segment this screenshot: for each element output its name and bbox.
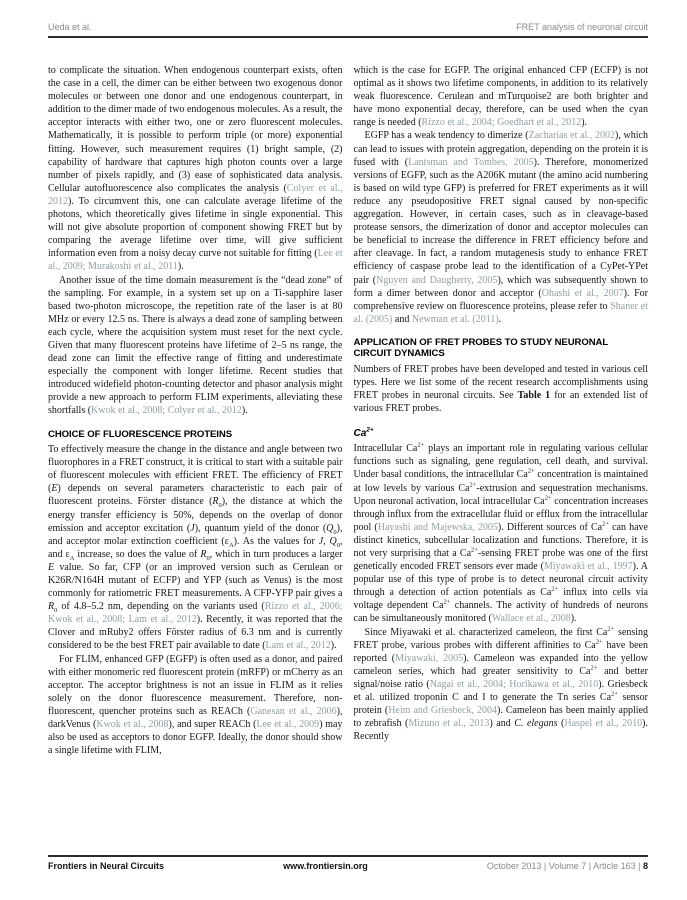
text-run: ), the distance at which the energy transfer efficiency is 50%, depends on the overlap of donor emission and acceptor excitation (	[48, 496, 343, 534]
superscript-text: 2+	[469, 481, 477, 489]
text-run: -extrusion and sequestration mechanisms. Upon neuronal activation, local intracellular Ca	[353, 482, 648, 507]
citation-link[interactable]: Kwok et al., 2008; Colyer et al., 2012	[91, 405, 242, 417]
citation-link[interactable]: Lee et al., 2009	[256, 719, 320, 730]
running-head-title: FRET analysis of neuronal circuit	[516, 22, 648, 32]
text-run: ). Recently	[353, 718, 648, 743]
text-run: influx into cells via voltage dependent Ca	[353, 587, 648, 612]
text-run: ) may also be used as acceptors to donor EGFP. Ideally, the donor should show a single lifetime with FLIM,	[48, 719, 343, 757]
text-run: ), and acceptor molar extinction coefficient (ε	[48, 522, 343, 547]
text-run: of 4.8–5.2 nm, depending on the variants used (	[57, 601, 265, 613]
text-run: for an extended list of various FRET probes.	[353, 390, 648, 415]
citation-link[interactable]: Zacharias et al., 2002	[528, 130, 616, 142]
text-run: , which in turn produces a larger	[209, 548, 343, 560]
citation-link[interactable]: Miyawaki, 2005	[395, 652, 464, 664]
text-run: ) depends on several parameters characteristic to each pair of fluorescent proteins. Förster distance (	[48, 483, 343, 508]
text-run: APPLICATION OF FRET PROBES TO STUDY NEURONAL CIRCUIT DYNAMICS	[353, 336, 608, 360]
superscript-text: 2+	[443, 599, 451, 607]
subscript-text: 0	[206, 554, 210, 562]
text-run: To effectively measure the change in the distance and angle between two fluorophores in a FRET construct, it is critical to start with a suitable pair of fluorescent molecules with efficient FRET. The efficiency of FRET (	[48, 444, 343, 495]
paragraph	[354, 64, 649, 129]
text-run: ). Cameleon was expanded into the yellow cameleon series, which had greater sensitivity to Ca	[353, 652, 648, 677]
superscript-text: 2+	[590, 664, 598, 672]
citation-link[interactable]: Rizzo et al., 2006; Kwok et al., 2008; Lam et al., 2012	[48, 601, 343, 626]
text-run: ), darkVenus (	[48, 705, 343, 730]
text-run: Since Miyawaki et al. characterized cameleon, the first Ca	[364, 626, 608, 638]
section-heading	[48, 429, 343, 441]
citation-link[interactable]: Kwok et al., 2008	[96, 719, 169, 730]
text-run: ).	[570, 613, 577, 625]
citation-link[interactable]: Lee et al., 2009; Murakoshi et al., 2011	[48, 248, 343, 273]
citation-link[interactable]: Nagai et al., 2004; Horikawa et al., 2010	[429, 678, 599, 690]
right-column	[354, 64, 649, 850]
text-run: can have distinct kinetics, subcellular localization and functions. Therefore, it is not very surprising that a Ca	[353, 521, 648, 559]
footer-journal-url[interactable]: www.frontiersin.org	[283, 861, 368, 871]
text-run: R	[48, 601, 55, 613]
text-run: have been reported (	[353, 639, 648, 664]
citation-link[interactable]: Ganesan et al., 2006	[250, 705, 337, 717]
text-run: For FLIM, enhanced GFP (EGFP) is often used as a donor, and paired with either monomeric red fluorescent protein (mRFP) or mCherry as an acceptor. The acceptor brightness is not an issue in FLIM as it relies solely on the donor fluorescence measurement. Therefore, non-fluorescent, quencher proteins such as REACh (	[48, 653, 343, 717]
citation-link[interactable]: Wallace et al., 2008	[491, 613, 571, 625]
superscript-text: 2+	[551, 585, 559, 593]
superscript-text: 2+	[602, 520, 609, 528]
paragraph	[48, 443, 343, 653]
text-run: ). Different sources of Ca	[497, 521, 603, 533]
text-run: E	[48, 561, 55, 573]
text-run: and	[392, 313, 412, 325]
citation-link[interactable]: Shaner et al. (2005)	[353, 300, 648, 325]
superscript-text: 2+	[527, 468, 535, 476]
superscript-text: 2+	[611, 690, 618, 698]
text-run: ), which can lead to issues with protein aggregation, depending on the protein it is fused with (	[353, 130, 648, 168]
text-run: concentration is maintained at low levels by various Ca	[353, 469, 648, 494]
text-run: ). To circumvent this, one can calculate average lifetime of the photons, which theoretically gives lifetime in single exponential. This will not give absolute proportion of component showing FRET but by comparing the average lifetime over time, will give sufficient information even from a noisy decay curve not suitable for fitting (	[48, 195, 343, 260]
text-run: and better signal/noise ratio (	[353, 665, 648, 690]
text-run: ). Recently, it was reported that the Clover and mRuby2 offers Förster radius of 6.3 nm and is currently considered to be the best FRET pair available to date (	[48, 614, 343, 652]
text-run: increase, so does the value of	[74, 548, 201, 560]
paragraph	[354, 626, 649, 744]
footer-rule	[48, 855, 648, 857]
text-run: to complicate the situation. When endogenous counterpart exists, often the case in a cell, the dimer can be either between two exogenous donor molecules or between one donor and one endogenous counterpart, in addition to the dimer made of two endogenous molecules. As a result, the acceptor interacts with either two, one or zero fluorescent molecules. Mathematically, it is possible to perform triple (or more) exponential fitting. However, such measurement requires (1) bright sample, (2) capability of hardware that captures high photon counts over a large number of pixels rapidly, and (3) ease of sophisticated data analysis. Cellular autofluorescence also complicates the analysis (	[48, 65, 343, 194]
text-run: ). Griesbeck et al. utilized troponin C and I to generate the Tn series Ca	[353, 678, 649, 704]
paragraph	[354, 363, 649, 415]
superscript-text: 2+	[417, 441, 425, 449]
text-run: R	[212, 496, 219, 508]
text-run: channels. The activity of hundreds of neurons can be simultaneously monitored (	[353, 600, 648, 625]
superscript-text: 2+	[471, 546, 478, 554]
footer	[48, 861, 648, 871]
running-head	[48, 22, 648, 32]
text-run: concentration increases through influx from the extracellular fluid or efflux from the intracellular pool (	[353, 495, 648, 533]
citation-link[interactable]: Lam et al., 2012	[265, 640, 331, 652]
footer-issue-text: October 2013 | Volume 7 | Article 163 |	[486, 861, 643, 871]
subscript-text: 0	[54, 607, 58, 615]
text-run: J	[190, 522, 195, 534]
citation-link[interactable]: Nguyen and Daugherty, 2005	[376, 274, 498, 286]
left-column	[48, 64, 343, 850]
subscript-text: 0	[218, 502, 222, 510]
superscript-text: 2+	[595, 638, 603, 646]
text-run: (	[557, 718, 565, 730]
text-run: CHOICE OF FLUORESCENCE PROTEINS	[48, 428, 232, 440]
article-body	[48, 64, 648, 850]
citation-link[interactable]: Hayashi and Majewska, 2005	[377, 521, 498, 533]
subscript-text: 0	[336, 541, 341, 549]
text-run: ). Therefore, monomerized versions of EGFP, such as the A206K mutant (the amino acid numbering is based on wild type GFP) is preferred for FRET experiments as it will reduce any pseudopositive FRET signal caused by non-specific aggregation. However, in certain cases, such as in cleavage-based protease sensors, the dimerization of donor and acceptor molecules can be beneficial to increase the difference in FRET efficiency before and after cleavage. In fact, a random mutagenesis study to enhance FRET efficiency of caspase probe lead to the identification of a CyPet-YPet pair (	[353, 156, 648, 286]
citation-link[interactable]: Mizuno et al., 2013	[408, 718, 490, 730]
text-run: Intracellular Ca	[353, 443, 418, 455]
citation-link[interactable]: Rizzo et al., 2004; Goedhart et al., 2012	[421, 117, 582, 129]
text-run: EGFP has a weak tendency to dimerize (	[364, 130, 529, 142]
text-run: Ca	[353, 428, 367, 440]
citation-link[interactable]: Ohashi et al., 2007	[541, 287, 624, 299]
text-run: sensor protein (	[353, 692, 648, 717]
text-run: Q	[329, 535, 337, 547]
citation-link[interactable]: Miyawaki et al., 1997	[543, 561, 633, 573]
section-heading	[354, 337, 649, 360]
text-run: ) and	[489, 718, 515, 730]
text-run: , and ε	[48, 535, 343, 560]
text-run: ).	[241, 405, 248, 417]
footer-issue-info	[487, 861, 648, 871]
text-run: ), which was subsequently shown to form a dimer between donor and acceptor (	[353, 274, 648, 299]
citation-link[interactable]: Newman et al. (2011)	[411, 313, 499, 325]
text-run: value. So far, CFP (or an improved version such as Cerulean or K26R/N164H mutant of ECFP) and YFP (such as Venus) is the most commonly for ratiometric FRET measurements. A CFP-YFP pair gives a	[48, 561, 343, 600]
text-run: .	[498, 313, 502, 325]
superscript-text: 2+	[607, 625, 615, 633]
citation-link[interactable]: Lantsman and Tombes, 2005	[408, 156, 534, 168]
text-run: ).	[581, 117, 588, 129]
text-run: ), quantum yield of the donor (	[194, 522, 327, 534]
subscript-text: 0	[333, 528, 337, 536]
section-heading	[354, 428, 649, 439]
paragraph	[48, 64, 343, 274]
text-run: which is the case for EGFP. The original enhanced CFP (ECFP) is not optimal as it shows two lifetime components, in addition to its relatively weak fluorescence. Cerulean and mTurquoise2 are both brighter and have mono exponential decay, therefore, can be used when the cyan range is needed (	[353, 65, 648, 129]
text-run: E	[51, 483, 58, 495]
footer-journal-name: Frontiers in Neural Circuits	[48, 861, 165, 871]
header-rule	[48, 36, 648, 38]
running-head-authors: Ueda et al.	[48, 22, 92, 32]
citation-link[interactable]: Heim and Griesbeck, 2004	[388, 705, 498, 717]
text-run: sensing FRET probe, various probes with different affinities to Ca	[353, 626, 649, 651]
text-run: ).	[177, 261, 184, 273]
paragraph	[48, 653, 343, 758]
superscript-text: 2+	[544, 494, 552, 502]
text-run: R	[200, 548, 207, 560]
text-run: plays an important role in regulating various cellular functions such as signaling, gene regulation, cell death, and survival. Under basal conditions, the intracellular Ca	[353, 443, 648, 481]
text-run: ).	[330, 640, 337, 652]
text-run: J	[318, 535, 324, 547]
subscript-text: A	[69, 554, 75, 562]
text-run: Q	[326, 522, 334, 534]
text-run: ). A popular use of this type of probe is to detect neuronal circuit activity through a detection of action potentials as Ca	[353, 561, 649, 599]
text-run: ). For comprehensive review on fluorescence proteins, please refer to	[353, 287, 648, 312]
superscript-text: 2+	[366, 426, 374, 434]
text-run: ). As the values for	[233, 535, 319, 547]
text-run: Table 1	[517, 390, 551, 402]
subscript-text: A	[228, 541, 234, 549]
paragraph	[354, 129, 649, 325]
paragraph	[48, 274, 343, 418]
text-run: ), and super REACh (	[168, 719, 257, 730]
footer-page-number: 8	[642, 861, 648, 871]
citation-link[interactable]: Haspel et al., 2010	[564, 718, 643, 730]
citation-link[interactable]: Colyer et al., 2012	[48, 182, 343, 207]
text-run: Another issue of the time domain measurement is the “dead zone” of the sampling. For example, in a system set up on a Ti-sapphire laser based two-photon microscope, the repetition rate of the laser is at 80 MHz or every 12.5 ns. There is always a dead zone of sampling between each cycle, where the acquisition system must reset for the next cycle. Given that many fluorescent proteins have lifetime of 2–5 ns range, the dead zone can limit the effective range of fitting and underestimate especially the component with longer lifetime. Recent studies that introduced widefield photon-counting detector and phasor analysis might provide a new approach to perform FLIM experiments, alleviating these shortfalls (	[48, 274, 343, 417]
text-run: Numbers of FRET probes have been developed and tested in various cell types. Here we list some of the recent research accomplishments using FRET probes in neuronal circuits. See	[353, 363, 648, 402]
paragraph	[354, 442, 649, 625]
text-run: -sensing FRET probe was one of the first genetically encoded FRET sensors ever made (	[353, 548, 649, 573]
text-run: ,	[323, 535, 330, 547]
text-run: ). Cameleon has been mainly applied to zebrafish (	[353, 705, 648, 730]
text-run: C. elegans	[514, 718, 558, 730]
